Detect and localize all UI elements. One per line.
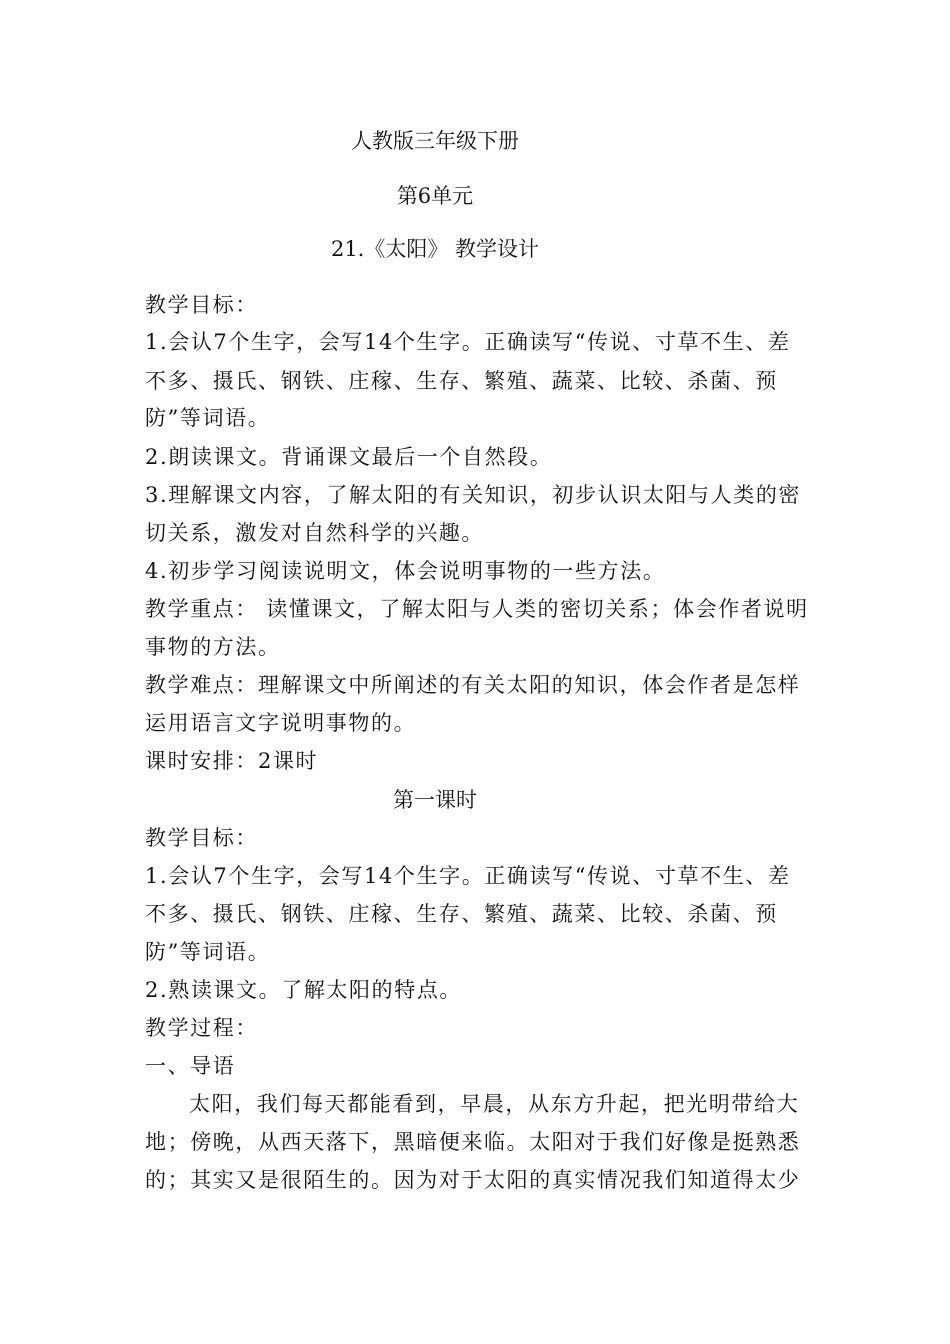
goals-heading: 教学目标： [145, 293, 258, 317]
series-title: 人教版三年级下册 [351, 129, 519, 153]
intro-paragraph-line-1: 太阳，我们每天都能看到，早晨，从东方升起，把光明带给大 [189, 1092, 800, 1116]
intro-paragraph-line-2: 地；傍晚，从西天落下，黑暗便来临。太阳对于我们好像是挺熟悉 [145, 1130, 801, 1154]
lesson-one-goal-1-line-2: 不多、摄氏、钢铁、庄稼、生存、繁殖、蔬菜、比较、杀菌、预 [145, 902, 778, 926]
key-points-line-2: 事物的方法。 [145, 635, 281, 659]
process-heading: 教学过程： [145, 1016, 258, 1040]
lesson-one-goal-1-line-3: 防”等词语。 [145, 940, 271, 964]
schedule: 课时安排：2课时 [145, 749, 319, 773]
goal-3-line-2: 切关系，激发对自然科学的兴趣。 [145, 521, 484, 545]
lesson-one-goal-2: 2.熟读课文。了解太阳的特点。 [145, 978, 463, 1002]
lesson-one-heading: 第一课时 [393, 788, 477, 812]
goal-1-line-1: 1.会认7个生字，会写14个生字。正确读写“传说、寸草不生、差 [145, 330, 791, 354]
difficulties-line-1: 教学难点：理解课文中所阐述的有关太阳的知识，体会作者是怎样 [145, 673, 801, 697]
goal-1-line-2: 不多、摄氏、钢铁、庄稼、生存、繁殖、蔬菜、比较、杀菌、预 [145, 369, 778, 393]
goal-1-line-3: 防”等词语。 [145, 406, 271, 430]
goal-3-line-1: 3.理解课文内容，了解太阳的有关知识，初步认识太阳与人类的密 [145, 483, 802, 507]
goal-2: 2.朗读课文。背诵课文最后一个自然段。 [145, 445, 553, 469]
lesson-one-goal-1-line-1: 1.会认7个生字，会写14个生字。正确读写“传说、寸草不生、差 [145, 864, 791, 888]
key-points-line-1: 教学重点： 读懂课文，了解太阳与人类的密切关系；体会作者说明 [145, 597, 809, 621]
unit-title: 第6单元 [396, 184, 474, 208]
intro-paragraph-line-3: 的；其实又是很陌生的。因为对于太阳的真实情况我们知道得太少 [145, 1168, 801, 1192]
lesson-one-goals-heading: 教学目标： [145, 826, 258, 850]
goal-4: 4.初步学习阅读说明文，体会说明事物的一些方法。 [145, 559, 666, 583]
section-1-heading: 一、导语 [145, 1054, 236, 1078]
lesson-title: 21.《太阳》 教学设计 [330, 237, 540, 261]
difficulties-line-2: 运用语言文字说明事物的。 [145, 711, 417, 735]
